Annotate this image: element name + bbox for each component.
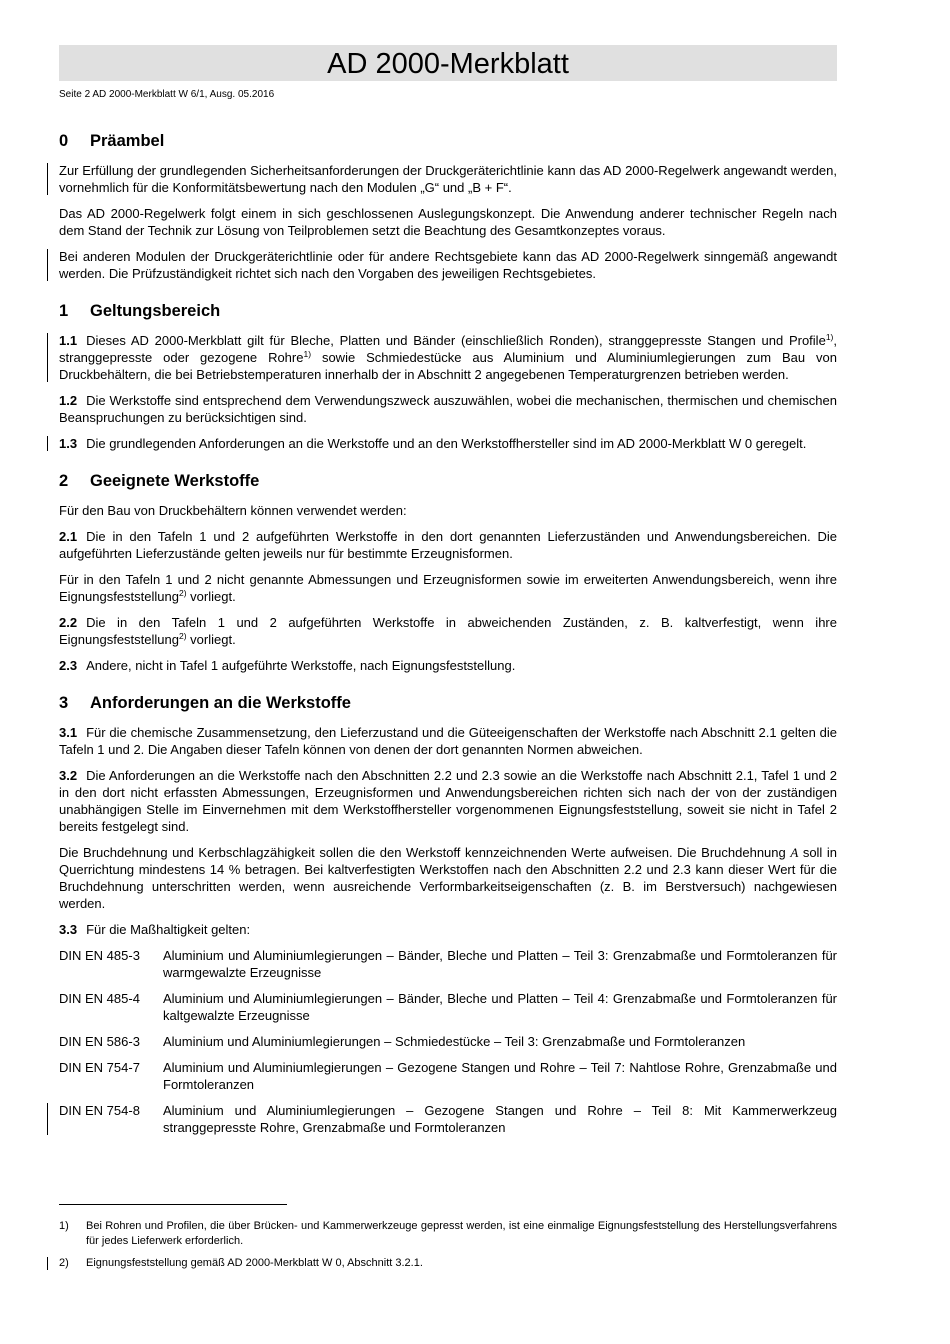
section-1	[59, 300, 837, 452]
clause-2-2: 2.2 Die in den Tafeln 1 und 2 aufgeführten Werkstoffe in abweichenden Zuständen, z. B. kaltverfestigt, wenn ihre Eignungsfeststellung$^{2)}$ vorliegt.	[59, 615, 837, 647]
section-heading: 0 Präambel	[59, 132, 165, 150]
footnote-divider	[59, 1204, 287, 1205]
paragraph: Die Bruchdehnung und Kerbschlagzähigkeit sollen die den Werkstoff kennzeichnenden Werte aufweisen. Die Bruchdehnung A soll in Querrichtung mindestens 14 % betragen. Bei kaltverfestigten Werkstoffen nach den Abschnitten 2.2 und 2.3 kann dieser Wert für die Bruchdehnung unterschritten werden, wenn ausreichende Verformbarkeitseigenschaften (z. B. im Berstversuch) nachgewiesen werden.	[59, 845, 837, 911]
footnote-mark: 1)	[59, 1220, 69, 1232]
clause-1-1: 1.1 Dieses AD 2000-Merkblatt gilt für Bleche, Platten und Bänder (einschließlich Ronden), stranggepresste Stangen und Profile$^{1)}$, stranggepresste oder gezogene Rohre$^{1)}$ sowie Schmiedestücke aus Aluminium und Aluminiumlegierungen zum Bau von Druckbehältern, die bei Betriebstemperaturen innerhalb der in Abschnitt 2 angegebenen Temperaturgrenzen betrieben werden.	[59, 332, 837, 382]
norm-entry	[59, 1033, 837, 1050]
paragraph: Für in den Tafeln 1 und 2 nicht genannte Abmessungen und Erzeugnisformen sowie im erweiterten Anwendungsbereich, wenn ihre Eignungsfeststellung$^{2)}$ vorliegt.	[59, 572, 837, 604]
norm-entry	[59, 990, 837, 1024]
norm-description: Aluminium und Aluminiumlegierungen – Bänder, Bleche und Platten – Teil 3: Grenzabmaße und Formtoleranzen für warmgewalzte Erzeugnisse	[163, 948, 837, 980]
symbol-A: A	[790, 845, 799, 860]
clause-3-1: 3.1 Für die chemische Zusammensetzung, den Lieferzustand und die Güteeigenschaften der Werkstoffe nach Abschnitt 2.1 gelten die Tafeln 1 und 2. Die Angaben dieser Tafeln können von denen der dort genannten Normen abweichen.	[59, 725, 837, 757]
clause-3-2: 3.2 Die Anforderungen an die Werkstoffe nach den Abschnitten 2.2 und 2.3 sowie an die Werkstoffe nach Abschnitt 2.1, Tafel 1 und 2 in den dort nicht erfassten Abmessungen, Erzeugnisformen und Anwendungsbereichen richten sich nach der von der zuständigen unabhängigen Stelle im Einvernehmen mit dem Werkstoffhersteller vorgenommenen Eignungsfeststellung, soweit sie nicht in Tafel 2 bereits festgelegt sind.	[59, 768, 837, 834]
norm-description: Aluminium und Aluminiumlegierungen – Schmiedestücke – Teil 3: Grenzabmaße und Formtoleranzen	[163, 1034, 746, 1049]
clause-2-1: 2.1 Die in den Tafeln 1 und 2 aufgeführten Werkstoffe in den dort genannten Lieferzuständen und Anwendungsbereichen. Die aufgeführten Lieferzustände gelten jeweils nur für bestimmte Erzeugnisformen.	[59, 529, 837, 561]
norm-code: DIN EN 754-7	[59, 1060, 140, 1075]
norm-description: Aluminium und Aluminiumlegierungen – Bänder, Bleche und Platten – Teil 4: Grenzabmaße und Formtoleranzen für kaltgewalzte Erzeugnisse	[163, 991, 837, 1023]
norm-entry	[59, 1102, 837, 1136]
page-subtitle: Seite 2 AD 2000-Merkblatt W 6/1, Ausg. 05.2016	[59, 89, 275, 100]
section-2	[59, 470, 837, 674]
norm-description: Aluminium und Aluminiumlegierungen – Gezogene Stangen und Rohre – Teil 8: Mit Kammerwerkzeug stranggepresste Rohre, Grenzabmaße und Formtoleranzen	[163, 1103, 837, 1135]
footnote-ref: 2)	[178, 588, 187, 598]
footnote-2	[59, 1256, 837, 1271]
clause-3-3: 3.3 Für die Maßhaltigkeit gelten:	[59, 922, 251, 937]
clause-2-3: 2.3 Andere, nicht in Tafel 1 aufgeführte Werkstoffe, nach Eignungsfeststellung.	[59, 658, 516, 673]
norm-code: DIN EN 485-3	[59, 948, 140, 963]
footnote-ref: 2)	[178, 631, 187, 641]
norm-description: Aluminium und Aluminiumlegierungen – Gezogene Stangen und Rohre – Teil 7: Nahtlose Rohre, Grenzabmaße und Formtoleranzen	[163, 1060, 837, 1092]
footnote-ref: 1)	[825, 332, 834, 342]
document-body	[59, 130, 837, 1145]
section-heading: 3 Anforderungen an die Werkstoffe	[59, 694, 351, 712]
section-3	[59, 692, 837, 1136]
norm-code: DIN EN 586-3	[59, 1034, 140, 1049]
footnote-ref: 1)	[303, 349, 312, 359]
norm-code: DIN EN 485-4	[59, 991, 140, 1006]
document-title-bar	[59, 45, 837, 81]
footnote-mark: 2)	[59, 1257, 69, 1269]
clause-1-2: 1.2 Die Werkstoffe sind entsprechend dem Verwendungszweck auszuwählen, wobei die mechanischen, thermischen und chemischen Beanspruchungen zu berücksichtigen sind.	[59, 393, 837, 425]
section-heading: 2 Geeignete Werkstoffe	[59, 472, 260, 490]
paragraph: Zur Erfüllung der grundlegenden Sicherheitsanforderungen der Druckgeräterichtlinie kann das AD 2000-Regelwerk angewandt werden, vornehmlich für die Konformitätsbewertung nach den Modulen „G“ und „B + F“.	[59, 163, 837, 195]
footnote-1	[59, 1219, 837, 1249]
document-title: AD 2000-Merkblatt	[327, 48, 569, 80]
footnotes	[59, 1219, 837, 1278]
footnote-text: Bei Rohren und Profilen, die über Brücken- und Kammerwerkzeuge gepresst werden, ist eine einmalige Eignungsfeststellung des Herstellungsverfahrens für jedes Lieferwerk erforderlich.	[86, 1220, 837, 1247]
section-heading: 1 Geltungsbereich	[59, 302, 221, 320]
clause-1-3: 1.3 Die grundlegenden Anforderungen an die Werkstoffe und an den Werkstoffhersteller sind im AD 2000-Merkblatt W 0 geregelt.	[59, 435, 837, 452]
paragraph: Bei anderen Modulen der Druckgeräterichtlinie oder für andere Rechtsgebiete kann das AD 2000-Regelwerk sinngemäß angewandt werden. Die Prüfzuständigkeit richtet sich nach den Vorgaben des jeweiligen Rechtsgebietes.	[59, 249, 837, 281]
footnote-text: Eignungsfeststellung gemäß AD 2000-Merkblatt W 0, Abschnitt 3.2.1.	[86, 1257, 423, 1269]
paragraph: Das AD 2000-Regelwerk folgt einem in sich geschlossenen Auslegungskonzept. Die Anwendung anderer technischer Regeln nach dem Stand der Technik zur Lösung von Teilproblemen setzt die Beachtung des Gesamtkonzeptes voraus.	[59, 206, 837, 238]
norm-entry	[59, 1059, 837, 1093]
norm-entry	[59, 947, 837, 981]
section-0	[59, 130, 837, 282]
norm-code: DIN EN 754-8	[59, 1103, 140, 1118]
paragraph: Für den Bau von Druckbehältern können verwendet werden:	[59, 503, 407, 518]
